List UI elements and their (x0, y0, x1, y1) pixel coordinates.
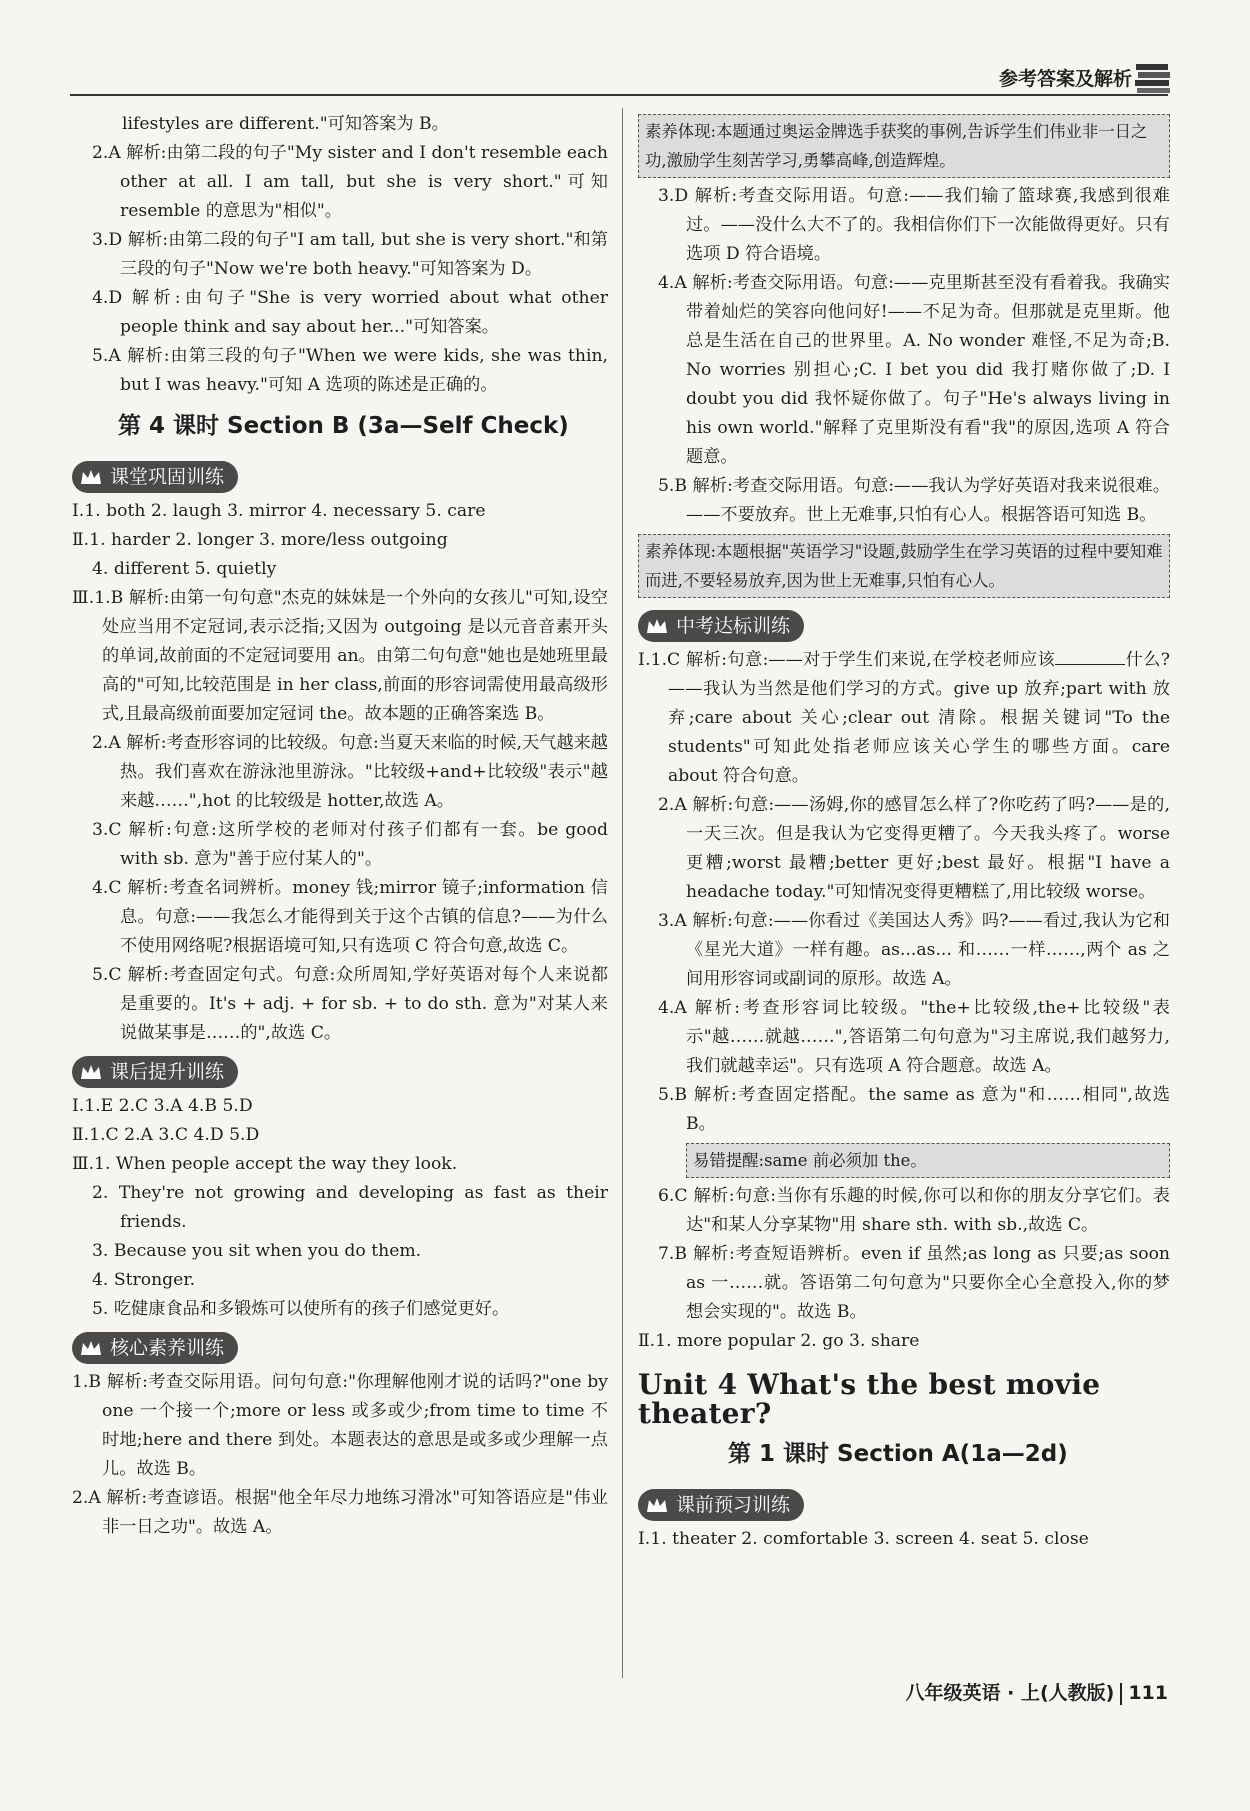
section-badge (72, 1332, 238, 1364)
answer-text: Ⅰ.1.C 解析:句意:——对于学生们来说,在学校老师应该 (638, 650, 1056, 670)
answer-line: 1.B 解析:考查交际用语。问句句意:"你理解他刚才说的话吗?"one by one 一个接一个;more or less 或多或少;from time to time 不时地;here and there 到处。本题表达的意思是或多或少理解一点儿。故选 B。 (72, 1372, 608, 1479)
answer-line: Ⅰ.1.E 2.C 3.A 4.B 5.D (72, 1096, 253, 1116)
tip-box: 素养体现:本题根据"英语学习"设题,鼓励学生在学习英语的过程中要知难而进,不要轻易放弃,因为世上无难事,只怕有心人。 (638, 534, 1170, 598)
page-footer (906, 1678, 1169, 1705)
section-title: 核心素养训练 (110, 1336, 225, 1359)
answer-line: 3.D 解析:由第二段的句子"I am tall, but she is very short."和第三段的句子"Now we're both heavy."可知答案为 D。 (92, 230, 608, 279)
answer-text: 什么?——我认为当然是他们学习的方式。give up 放弃;part with 放弃;care about 关心;clear out 清除。根据关键词"To the students"可知此处指老师应该关心学生的哪些方面。care about 符合句意。 (668, 650, 1171, 786)
answer-line: Ⅲ.1.B 解析:由第一句句意"杰克的妹妹是一个外向的女孩儿"可知,设空处应当用不定冠词,表示泛指;又因为 outgoing 是以元音音素开头的单词,故前面的不定冠词要用 an。由第二句句意"她也是她班里最高的"可知,比较范围是 in her class,前面的形容词需使用最高级形式,且最高级前面要加定冠词 the。故本题的正确答案选 B。 (72, 588, 608, 724)
page-number: 111 (1128, 1682, 1168, 1704)
section-title: 课前预习训练 (676, 1493, 791, 1516)
answer-line: 3.C 解析:句意:这所学校的老师对付孩子们都有一套。be good with sb. 意为"善于应付某人的"。 (92, 820, 608, 869)
answer-line: 3. Because you sit when you do them. (92, 1241, 422, 1261)
column-divider (622, 108, 623, 1678)
answer-line: 5.A 解析:由第三段的句子"When we were kids, she was thin, but I was heavy."可知 A 选项的陈述是正确的。 (92, 346, 608, 395)
answer-line: 7.B 解析:考查短语辨析。even if 虽然;as long as 只要;as soon as 一……就。答语第二句句意为"只要你全心全意投入,你的梦想会实现的"。故选 B。 (658, 1244, 1170, 1322)
answer-line (638, 646, 1170, 791)
answer-line: 3.D 解析:考查交际用语。句意:——我们输了篮球赛,我感到很难过。——没什么大不了的。我相信你们下一次能做得更好。只有选项 D 符合语境。 (658, 186, 1170, 264)
unit-title: Unit 4 What's the best movie theater? (638, 1368, 1101, 1430)
tip-box: 易错提醒:same 前必须加 the。 (686, 1143, 1170, 1178)
section-badge (638, 1489, 804, 1521)
crown-icon (80, 1339, 102, 1357)
answer-line: 2. They're not growing and developing as fast as their friends. (92, 1183, 608, 1232)
book-name: 八年级英语 · 上(人教版) (905, 1682, 1115, 1704)
answer-line: 2.A 解析:句意:——汤姆,你的感冒怎么样了?你吃药了吗?——是的,一天三次。但是我认为它变得更糟了。今天我头疼了。worse 更糟;worst 最糟;better 更好;best 最好。根据"I have a headache today."可知情况变得更糟糕了,用比较级 worse。 (658, 795, 1170, 902)
answer-line: 4.C 解析:考查名词辨析。money 钱;mirror 镜子;information 信息。句意:——我怎么才能得到关于这个古镇的信息?——为什么不使用网络呢?根据语境可知,只有选项 C 符合句意,故选 C。 (92, 878, 608, 956)
answer-line: 5.B 解析:考查交际用语。句意:——我认为学好英语对我来说很难。——不要放弃。世上无难事,只怕有心人。根据答语可知选 B。 (658, 476, 1170, 525)
answer-blank (1055, 647, 1125, 665)
section-badge (638, 610, 804, 642)
book-stack-icon (1134, 58, 1172, 94)
crown-icon (80, 468, 102, 486)
answer-line: 6.C 解析:句意:当你有乐趣的时候,你可以和你的朋友分享它们。表达"和某人分享某物"用 share sth. with sb.,故选 C。 (658, 1186, 1170, 1235)
answer-line: 5.C 解析:考查固定句式。句意:众所周知,学好英语对每个人来说都是重要的。It's + adj. + for sb. + to do sth. 意为"对某人来说做某事是……的",故选 C。 (92, 965, 608, 1043)
answer-line: Ⅰ.1. theater 2. comfortable 3. screen 4. seat 5. close (638, 1529, 1089, 1549)
answer-line: Ⅱ.1. more popular 2. go 3. share (638, 1331, 920, 1351)
answer-line: Ⅲ.1. When people accept the way they look. (72, 1154, 458, 1174)
answer-line: Ⅱ.1. harder 2. longer 3. more/less outgoing (72, 530, 448, 550)
crown-icon (646, 617, 668, 635)
answer-line: 5. 吃健康食品和多锻炼可以使所有的孩子们感觉更好。 (92, 1299, 510, 1319)
answer-line: 2.A 解析:由第二段的句子"My sister and I don't resemble each other at all. I am tall, but she is very short."可知 resemble 的意思为"相似"。 (92, 143, 608, 221)
section-badge (72, 1056, 238, 1088)
answer-line: 2.A 解析:考查形容词的比较级。句意:当夏天来临的时候,天气越来越热。我们喜欢在游泳池里游泳。"比较级+and+比较级"表示"越来越……",hot 的比较级是 hotter,故选 A。 (92, 733, 608, 811)
answer-line: 5.B 解析:考查固定搭配。the same as 意为"和……相同",故选 B。 (658, 1085, 1170, 1134)
answer-line: 4.A 解析:考查交际用语。句意:——克里斯甚至没有看着我。我确实带着灿烂的笑容向他问好!——不足为奇。但那就是克里斯。他总是生活在自己的世界里。A. No wonder 难怪,不足为奇;B. No worries 别担心;C. I bet you did 我打赌你做了;D. I doubt you did 我怀疑你做了。句子"He's always living in his own world."解释了克里斯没有看"我"的原因,选项 A 符合题意。 (658, 273, 1170, 467)
footer-separator (1120, 1683, 1122, 1705)
header-rule (70, 94, 1168, 96)
section-badge (72, 461, 238, 493)
answer-line: 4.D 解析:由句子"She is very worried about what other people think and say about her..."可知答案。 (92, 288, 608, 337)
answer-line: 4. Stronger. (92, 1270, 196, 1290)
answer-line: 2.A 解析:考查谚语。根据"他全年尽力地练习滑冰"可知答语应是"伟业非一日之功"。故选 A。 (72, 1488, 608, 1537)
answer-line: 4.A 解析:考查形容词比较级。"the+比较级,the+比较级"表示"越……就越……",答语第二句句意为"习主席说,我们越努力,我们就越幸运"。只有选项 A 符合题意。故选 A。 (658, 998, 1170, 1076)
left-column (72, 110, 608, 1542)
answer-line: Ⅱ.1.C 2.A 3.C 4.D 5.D (72, 1125, 260, 1145)
lesson-title: 第 4 课时 Section B (3a—Self Check) (118, 413, 569, 439)
section-title: 课堂巩固训练 (110, 465, 225, 488)
answer-line: 4. different 5. quietly (92, 559, 277, 579)
lesson-title: 第 1 课时 Section A(1a—2d) (728, 1441, 1068, 1467)
right-column (638, 110, 1170, 1554)
crown-icon (646, 1496, 668, 1514)
tip-box: 素养体现:本题通过奥运金牌选手获奖的事例,告诉学生们伟业非一日之功,激励学生刻苦学习,勇攀高峰,创造辉煌。 (638, 114, 1170, 178)
answer-line: lifestyles are different."可知答案为 B。 (122, 114, 449, 134)
crown-icon (80, 1063, 102, 1081)
answer-line: 3.A 解析:句意:——你看过《美国达人秀》吗?——看过,我认为它和《星光大道》一样有趣。as...as... 和……一样……,两个 as 之间用形容词或副词的原形。故选 A。 (658, 911, 1170, 989)
section-title: 中考达标训练 (676, 614, 791, 637)
section-title: 课后提升训练 (110, 1060, 225, 1083)
header-title: 参考答案及解析 (998, 68, 1132, 90)
answer-line: Ⅰ.1. both 2. laugh 3. mirror 4. necessary 5. care (72, 501, 486, 521)
